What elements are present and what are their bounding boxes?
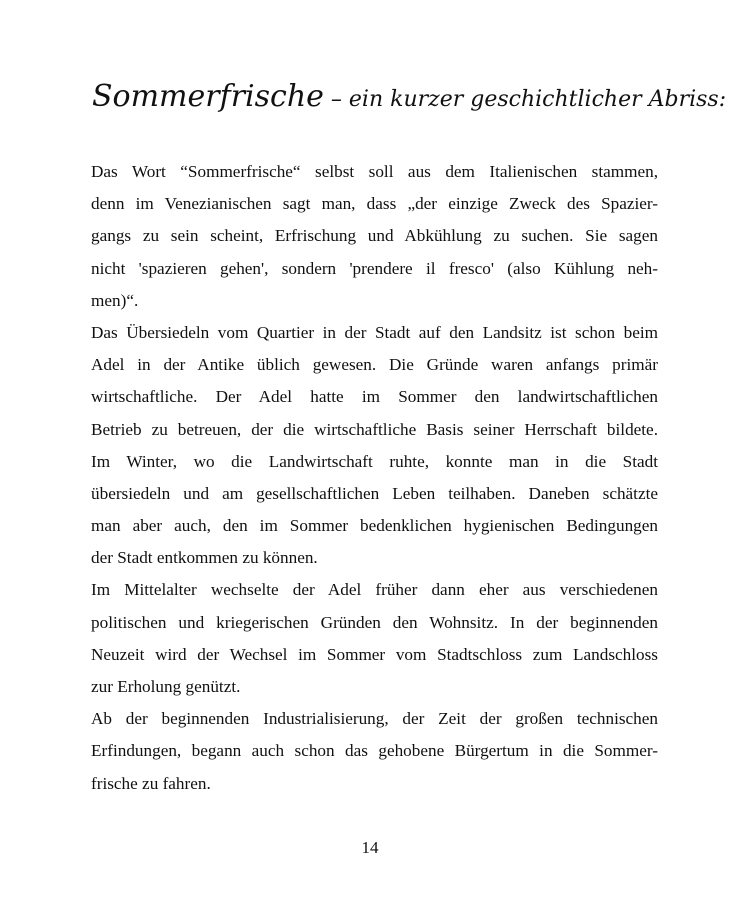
text-line: gangs zu sein scheint, Erfrischung und Abkühlung zu suchen. Sie sagen (91, 226, 658, 246)
text-line: zur Erholung genützt. (91, 677, 241, 696)
text-line: Betrieb zu betreuen, der die wirtschaftliche Basis seiner Herrschaft bildete. (91, 419, 658, 439)
text-line: der Stadt entkommen zu können. (91, 548, 318, 568)
text-line: Neuzeit wird der Wechsel im Sommer vom Stadtschloss zum Landschloss (91, 644, 658, 664)
text-line: Im Mittelalter wechselte der Adel früher dann eher aus verschiedenen (91, 580, 658, 600)
text-line: man aber auch, den im Sommer bedenklichen hygienischen Bedingungen (91, 516, 658, 536)
text-line: Adel in der Antike üblich gewesen. Die Gründe waren anfangs primär (91, 355, 658, 375)
title-main: Sommerfrische (92, 79, 324, 114)
text-line: übersiedeln und am gesellschaftlichen Leben teilhaben. Daneben schätzte (91, 483, 658, 503)
text-line: Im Winter, wo die Landwirtschaft ruhte, konnte man in die Stadt (91, 451, 658, 471)
text-line: denn im Venezianischen sagt man, dass „der einzige Zweck des Spazier- (91, 194, 658, 214)
text-line: Erfindungen, begann auch schon das gehobene Bürgertum in die Sommer- (91, 741, 658, 761)
text-line: wirtschaftliche. Der Adel hatte im Sommer den landwirtschaftlichen (91, 387, 658, 407)
page-title (92, 76, 726, 114)
text-line: men)“. (91, 290, 139, 310)
text-line: Ab der beginnenden Industrialisierung, der Zeit der großen technischen (91, 709, 658, 729)
text-line: politischen und kriegerischen Gründen den Wohnsitz. In der beginnenden (91, 612, 658, 632)
text-line: nicht 'spazieren gehen', sondern 'prendere il fresco' (also Kühlung neh- (91, 258, 658, 278)
text-line: Das Übersiedeln vom Quartier in der Stadt auf den Landsitz ist schon beim (91, 322, 658, 342)
body-text (91, 156, 658, 800)
title-subtitle: – ein kurzer geschichtlicher Abriss: (323, 87, 727, 112)
text-line: frische zu fahren. (91, 773, 211, 793)
page-number: 14 (361, 838, 379, 857)
text-line: Das Wort “Sommerfrische“ selbst soll aus dem Italienischen stammen, (91, 162, 658, 181)
